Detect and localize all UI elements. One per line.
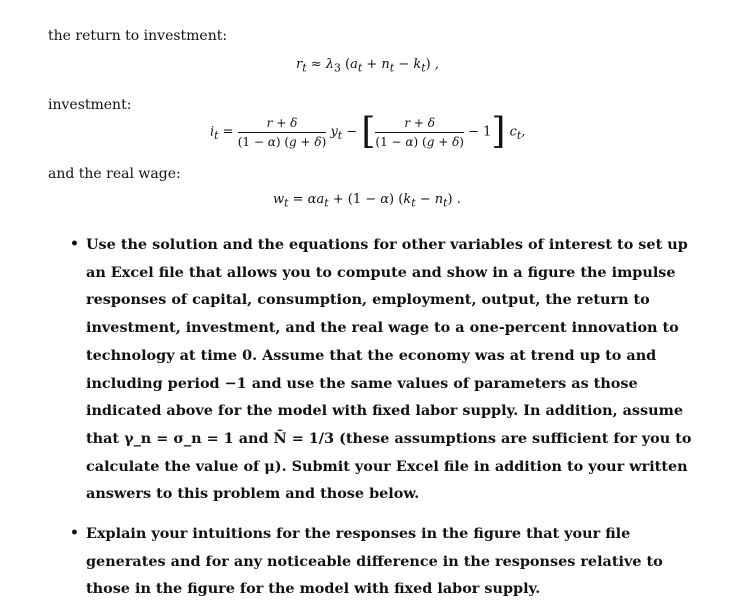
- list-item: [68, 520, 698, 603]
- instructions-list: [68, 231, 698, 603]
- investment-equation: $i_t$ = $\frac{r + \delta}{(1 - \alpha) (g + \delta)}$ $y_t$ − [ $\frac{r + \delta}{(1 - \alpha) (g + \delta)}$ − 1] $c_t$,: [210, 111, 526, 152]
- bullet-icon: •: [70, 525, 79, 542]
- investment-label: investment:: [48, 97, 132, 113]
- bullet-text: Explain your intuitions for the responses in the figure that your file generates and for any noticeable difference in the responses relative to those in the figure for the model with fixed labor supply.: [86, 525, 663, 598]
- wage-equation: $w_t = \alpha a_t + (1 - \alpha) (k_t - n_t)$ .: [273, 192, 461, 210]
- return-label: the return to investment:: [48, 28, 228, 44]
- return-equation: $r_t \approx \lambda_3$ $(a_t + n_t - k_t)$ ,: [296, 57, 439, 75]
- bullet-icon: •: [70, 236, 79, 252]
- bullet-text: Use the solution and the equations for other variables of interest to set up an Excel file that allows you to compute and show in a figure the impulse responses of capital, consumption, employment, output, the return to investment, investment, and the real wage to a one-percent innovation to technology at time 0. Assume that the economy was at trend up to and including period −1 and use the same values of parameters as those indicated above for the model with fixed labor supply. In addition, assume that γ_n = σ_n = 1 and N̄ = 1/3 (these assumptions are sufficient for you to calculate the value of μ). Submit your Excel file in addition to your written answers to this problem and those below.: [86, 236, 692, 503]
- list-item: [68, 231, 698, 508]
- wage-label: and the real wage:: [48, 166, 181, 182]
